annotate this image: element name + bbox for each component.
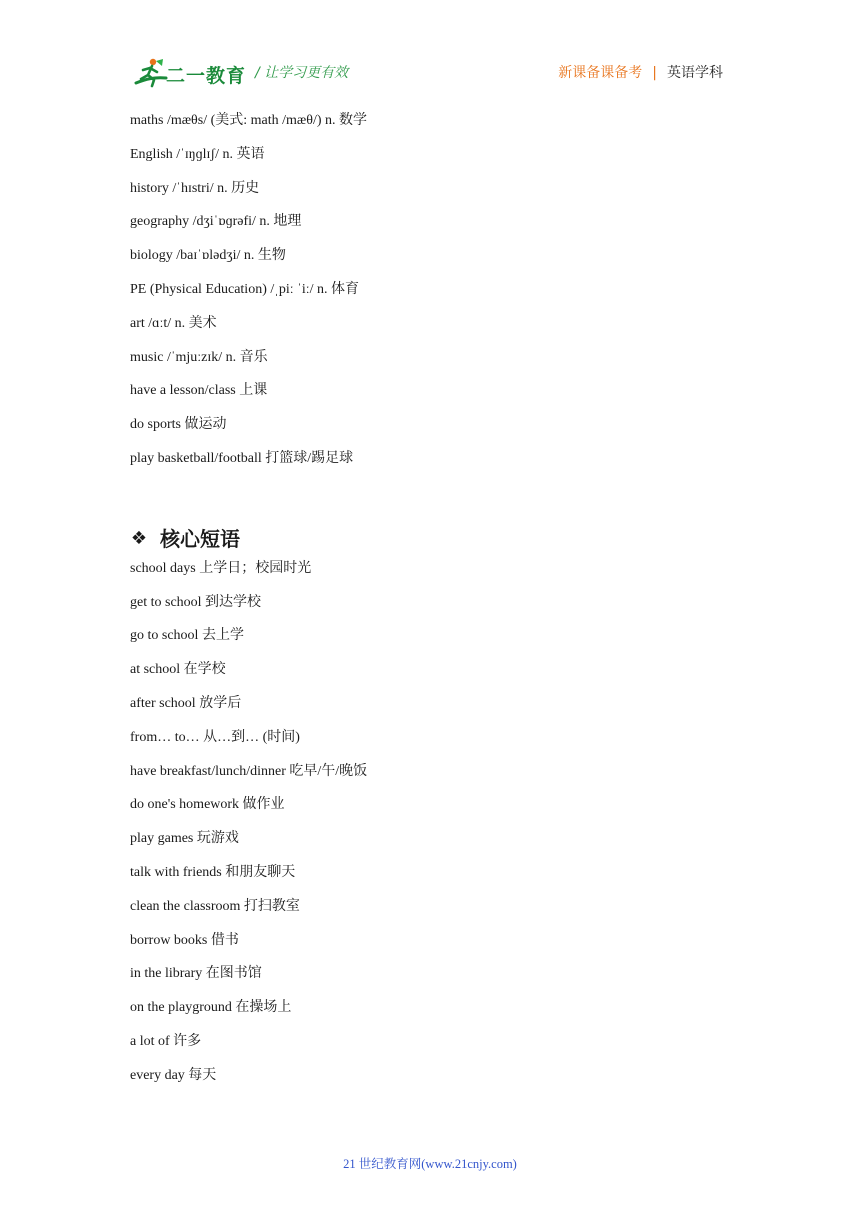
phrase-line: borrow books 借书: [130, 932, 239, 948]
vocab-line: history /ˈhɪstri/ n. 历史: [130, 180, 260, 196]
phrase-line: from… to… 从…到… (时间): [130, 729, 300, 745]
header-subject-label: 英语学科: [667, 65, 723, 81]
vocab-line: music /ˈmjuːzɪk/ n. 音乐: [130, 349, 268, 365]
vocab-line: have a lesson/class 上课: [130, 383, 268, 399]
phrase-line: a lot of 许多: [130, 1033, 202, 1049]
vocab-line: PE (Physical Education) /ˌpiː ˈiː/ n. 体育: [130, 281, 360, 297]
phrase-line: every day 每天: [130, 1067, 217, 1083]
phrase-line: after school 放学后: [130, 695, 242, 711]
phrase-line: school days 上学日；校园时光: [130, 560, 312, 576]
diamond-bullet-icon: ❖: [130, 527, 148, 549]
vocab-line: maths /mæθs/ (美式: math /mæθ/) n. 数学: [130, 113, 368, 128]
header-subject: [558, 62, 723, 82]
phrase-line: get to school 到达学校: [130, 594, 262, 610]
vocab-line: play basketball/football 打篮球/踢足球: [130, 450, 354, 466]
phrase-line: talk with friends 和朋友聊天: [130, 864, 296, 880]
header-slogan: / 让学习更有效: [255, 65, 349, 81]
logo-text: 二一教育: [166, 65, 247, 87]
vocab-line: art /ɑːt/ n. 美术: [130, 315, 217, 331]
document-body: [130, 110, 730, 1099]
phrase-line: in the library 在图书馆: [130, 966, 262, 982]
section-heading-text: 核心短语: [160, 526, 240, 551]
header-separator: |: [652, 65, 657, 81]
section-heading: [130, 520, 730, 558]
phrase-line: at school 在学校: [130, 662, 226, 678]
phrase-line: go to school 去上学: [130, 628, 244, 644]
vocab-line: geography /dʒiˈɒɡrəfi/ n. 地理: [130, 214, 302, 230]
phrase-list: [130, 558, 730, 1099]
page-header: [0, 0, 860, 100]
phrase-line: have breakfast/lunch/dinner 吃早/午/晚饭: [130, 763, 368, 779]
phrase-line: play games 玩游戏: [130, 831, 239, 847]
phrase-line: clean the classroom 打扫教室: [130, 898, 300, 914]
vocabulary-list: [130, 110, 730, 482]
vocab-line: English /ˈɪŋɡlɪʃ/ n. 英语: [130, 146, 265, 162]
phrase-line: on the playground 在操场上: [130, 1000, 292, 1016]
page-footer: 21 世纪教育网(www.21cnjy.com): [343, 1157, 517, 1171]
header-course-label: 新课备课备考: [558, 65, 643, 81]
vocab-line: do sports 做运动: [130, 417, 227, 433]
phrase-line: do one's homework 做作业: [130, 797, 285, 813]
vocab-line: biology /baɪˈɒlədʒi/ n. 生物: [130, 248, 286, 264]
